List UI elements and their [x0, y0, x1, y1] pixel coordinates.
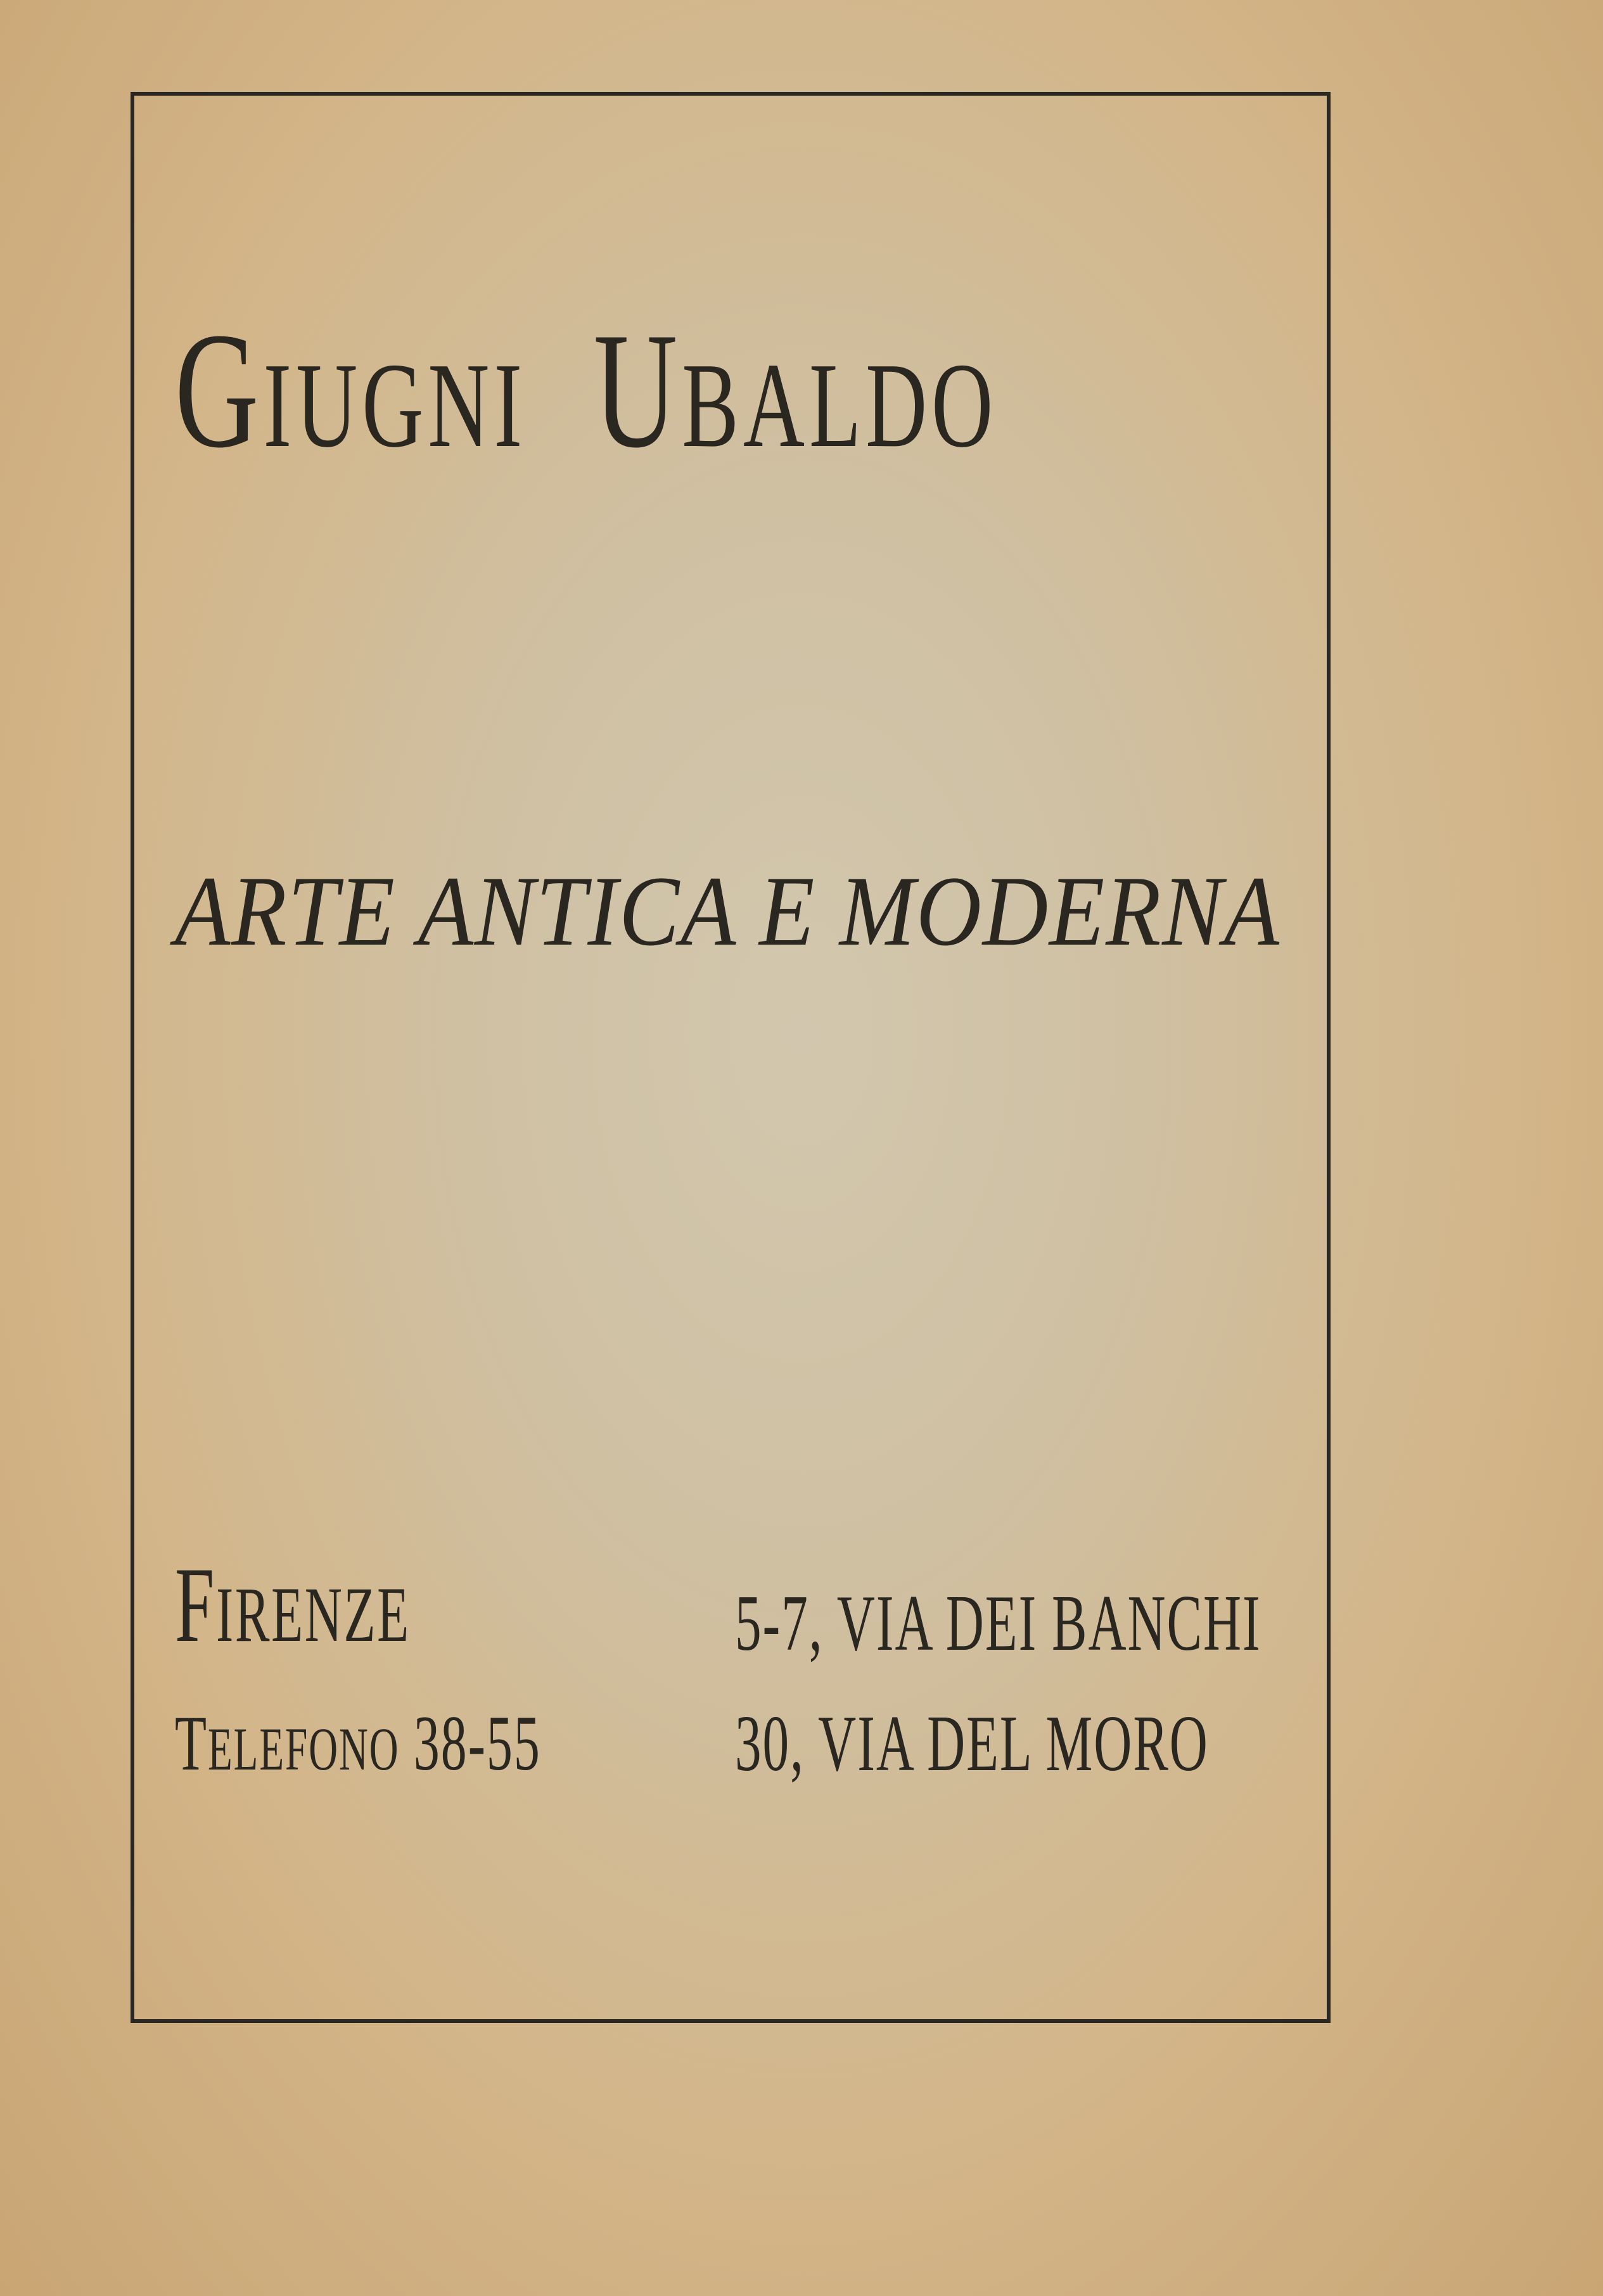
tagline: ARTE ANTICA E MODERNA	[175, 856, 1280, 967]
title-second-rest: BALDO	[682, 338, 998, 473]
phone-number: 38-55	[413, 1700, 541, 1787]
phone-initial: T	[175, 1700, 208, 1787]
telephone	[175, 1700, 541, 1787]
address-line-1: 5-7, VIA DEI BANCHI	[735, 1579, 1261, 1668]
business-name	[175, 298, 998, 482]
title-second-initial: U	[593, 298, 682, 482]
city-initial: F	[175, 1545, 217, 1664]
city-name	[175, 1545, 411, 1664]
phone-label: ELEFONO	[207, 1715, 400, 1783]
city-rest: IRENZE	[216, 1571, 411, 1658]
title-first-rest: IUGNI	[263, 338, 527, 473]
address-line-2: 30, VIA DEL MORO	[735, 1700, 1209, 1788]
title-first-initial: G	[175, 298, 264, 482]
